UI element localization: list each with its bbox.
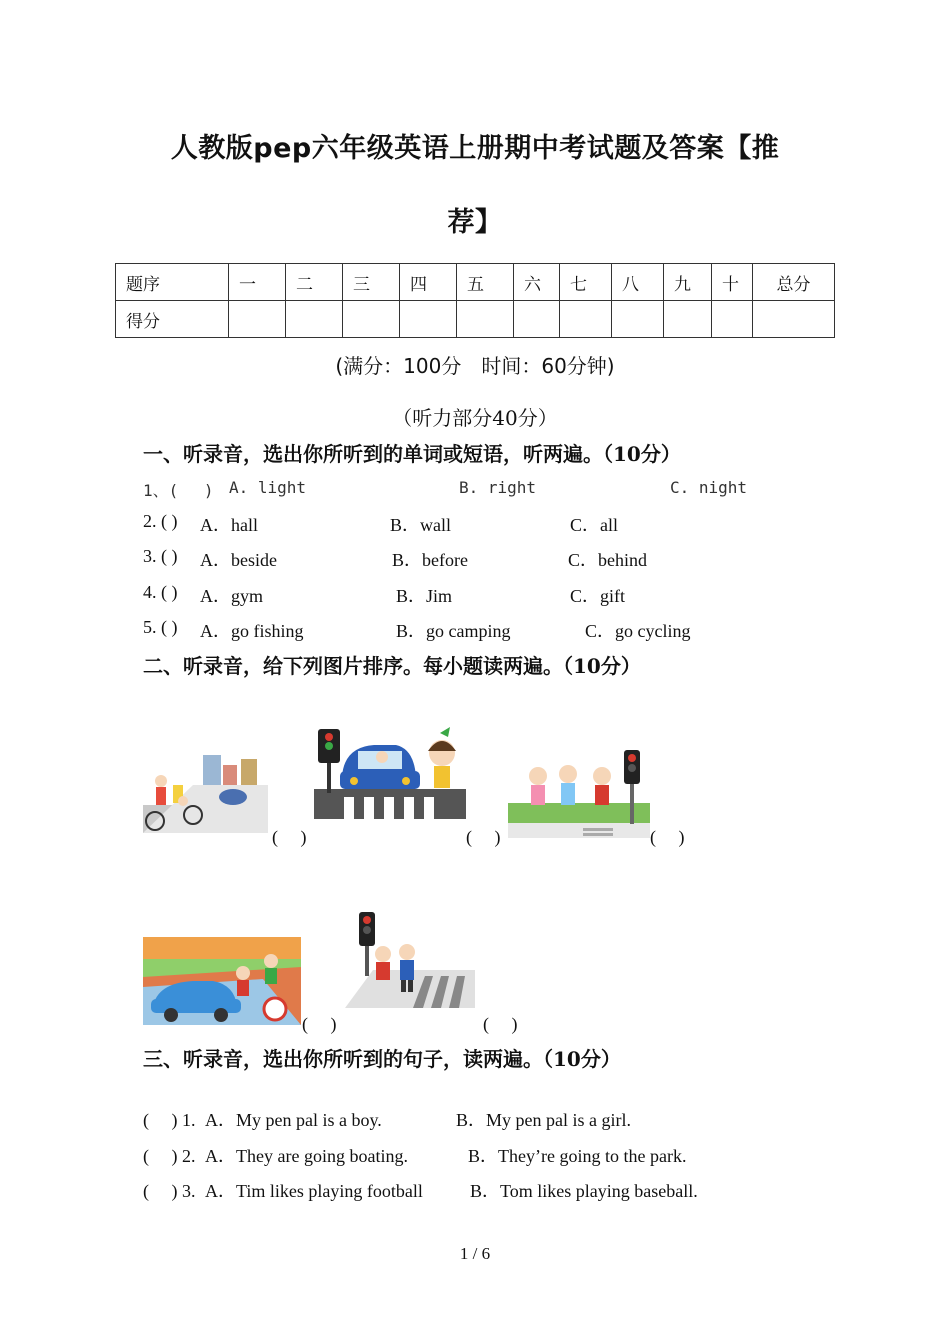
score-row-label: 得分	[116, 301, 229, 338]
section1-heading: 一、听录音，选出你所听到的单词或短语，听两遍。（10分）	[143, 442, 681, 466]
score-cell[interactable]	[457, 301, 514, 338]
score-cell[interactable]	[514, 301, 560, 338]
option-a: A．They are going boating.	[205, 1146, 408, 1166]
score-header-cell: 四	[400, 264, 457, 301]
option-b: B．My pen pal is a girl.	[456, 1110, 631, 1130]
listening-part-label: （听力部分40分）	[392, 406, 558, 430]
question-number[interactable]: 1、( )	[143, 481, 214, 500]
score-header-cell: 七	[560, 264, 612, 301]
answer-blank[interactable]: ( )	[483, 1014, 518, 1034]
exam-info: (满分：100分 时间：60分钟)	[335, 354, 615, 378]
score-header-cell: 总分	[753, 264, 835, 301]
score-table-header-row	[116, 264, 835, 301]
score-header-cell: 三	[343, 264, 400, 301]
option-a: A．beside	[200, 550, 277, 570]
score-cell[interactable]	[753, 301, 835, 338]
option-a: A．hall	[200, 515, 258, 535]
score-cell[interactable]	[286, 301, 343, 338]
option-b: B．Jim	[396, 586, 453, 606]
score-cell[interactable]	[229, 301, 286, 338]
car-crosswalk-picture	[314, 727, 466, 819]
score-header-cell: 九	[664, 264, 712, 301]
score-header-cell: 六	[514, 264, 560, 301]
kids-crossing-picture	[345, 910, 475, 1008]
option-b: B．Tom likes playing baseball.	[470, 1181, 698, 1201]
page-title-continued: 荐】	[447, 207, 503, 238]
option-c: C．gift	[570, 586, 626, 606]
score-cell[interactable]	[343, 301, 400, 338]
answer-blank[interactable]: ( )	[302, 1014, 337, 1034]
section2-heading: 二、听录音，给下列图片排序。每小题读两遍。（10分）	[143, 654, 641, 678]
option-b: B．go camping	[396, 621, 511, 641]
page-title: 人教版pep六年级英语上册期中考试题及答案【推	[170, 133, 780, 164]
score-cell[interactable]	[612, 301, 664, 338]
score-cell[interactable]	[712, 301, 753, 338]
kids-traffic-light-picture	[508, 748, 650, 838]
option-c: C．behind	[568, 550, 647, 570]
option-b: B．before	[392, 550, 468, 570]
score-header-cell: 题序	[116, 264, 229, 301]
score-table-score-row	[116, 301, 835, 338]
score-header-cell: 一	[229, 264, 286, 301]
question-number[interactable]: 3. ( )	[143, 546, 178, 566]
option-b: B．They’re going to the park.	[468, 1146, 687, 1166]
answer-blank[interactable]: ( )	[466, 827, 501, 847]
option-c: C. night	[670, 478, 748, 497]
score-cell[interactable]	[400, 301, 457, 338]
question-number[interactable]: 4. ( )	[143, 582, 178, 602]
question-number[interactable]: 5. ( )	[143, 617, 178, 637]
option-a: A．Tim likes playing football	[205, 1181, 423, 1201]
section3-heading: 三、听录音，选出你所听到的句子，读两遍。（10分）	[143, 1047, 621, 1071]
option-b: B．wall	[390, 515, 451, 535]
score-header-cell: 二	[286, 264, 343, 301]
street-cycling-picture	[143, 745, 268, 833]
answer-blank[interactable]: ( )	[272, 827, 307, 847]
option-a: A. light	[229, 478, 307, 497]
option-c: C．go cycling	[585, 621, 691, 641]
score-header-cell: 五	[457, 264, 514, 301]
question-number[interactable]: 2. ( )	[143, 511, 178, 531]
car-park-picture	[143, 937, 301, 1025]
score-cell[interactable]	[560, 301, 612, 338]
score-header-cell: 八	[612, 264, 664, 301]
option-c: C．all	[570, 515, 618, 535]
question-number[interactable]: ( ) 2.	[143, 1146, 196, 1166]
question-number[interactable]: ( ) 3.	[143, 1181, 196, 1201]
answer-blank[interactable]: ( )	[650, 827, 685, 847]
score-header-cell: 十	[712, 264, 753, 301]
option-a: A．gym	[200, 586, 263, 606]
score-cell[interactable]	[664, 301, 712, 338]
option-b: B. right	[459, 478, 537, 497]
score-table	[115, 263, 835, 338]
option-a: A．go fishing	[200, 621, 304, 641]
question-number[interactable]: ( ) 1.	[143, 1110, 196, 1130]
option-a: A．My pen pal is a boy.	[205, 1110, 382, 1130]
page-number: 1 / 6	[459, 1244, 491, 1263]
